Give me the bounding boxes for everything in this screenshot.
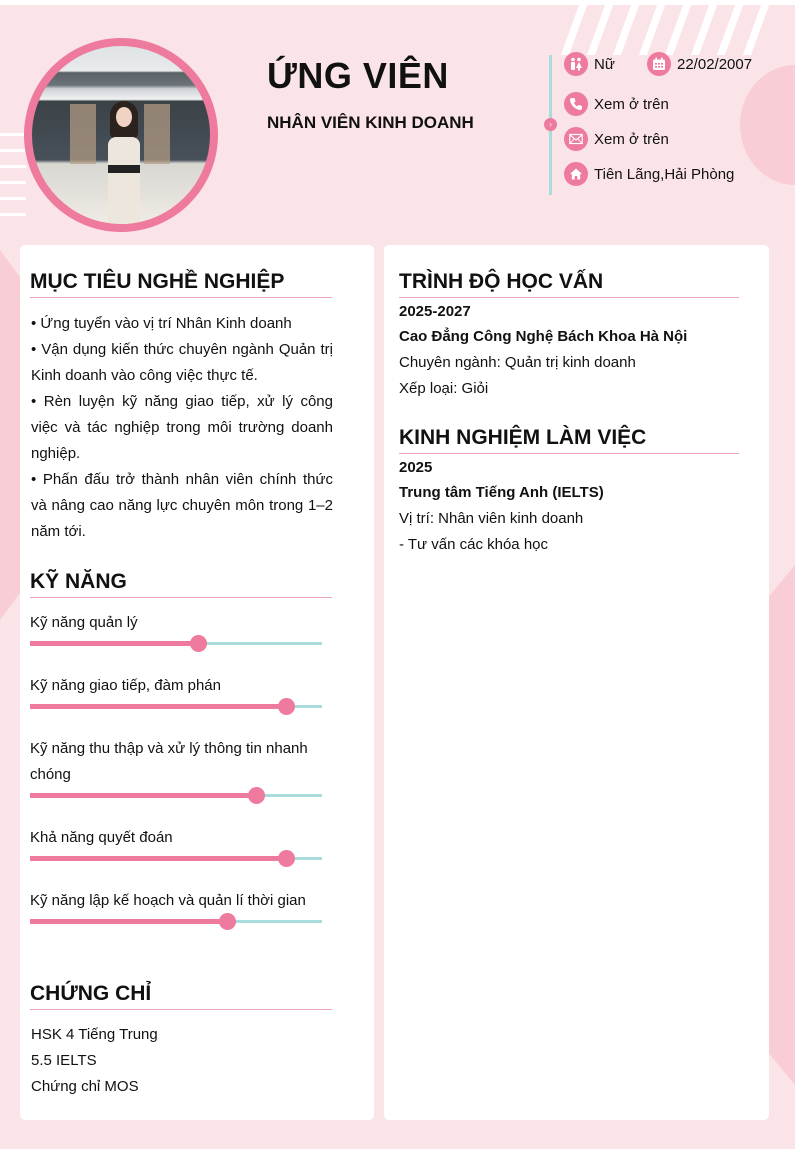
skill-item (30, 610, 322, 645)
skill-bar-thumb (190, 635, 207, 652)
skill-item (30, 888, 322, 923)
objective-item: • Rèn luyện kỹ năng giao tiếp, xử lý công việc và tác nghiệp trong môi trường doanh nghiệp. (31, 393, 333, 462)
skill-bar (30, 705, 322, 708)
left-column-card (20, 245, 374, 1120)
candidate-role: NHÂN VIÊN KINH DOANH (267, 113, 474, 132)
section-title-skills: KỸ NĂNG (30, 570, 332, 598)
certificate-item: HSK 4 Tiếng Trung (31, 1026, 158, 1043)
contact-address: Tiên Lãng,Hải Phòng (564, 162, 734, 186)
skill-label: Kỹ năng quản lý (30, 614, 138, 631)
experience-period: 2025 (399, 459, 433, 476)
skill-item (30, 825, 322, 860)
skill-bar-thumb (278, 850, 295, 867)
certificate-item: Chứng chỉ MOS (31, 1078, 139, 1095)
contact-gender: Nữ (564, 52, 615, 76)
right-column-card (384, 245, 769, 1120)
education-major: Chuyên ngành: Quản trị kinh doanh (399, 354, 636, 371)
section-title-experience: KINH NGHIỆM LÀM VIỆC (399, 426, 739, 454)
home-icon (564, 162, 588, 186)
skill-bar-thumb (248, 787, 265, 804)
section-title-objective: MỤC TIÊU NGHỀ NGHIỆP (30, 270, 332, 298)
experience-entry (399, 456, 604, 558)
section-title-certificates: CHỨNG CHỈ (30, 982, 332, 1010)
objective-item: • Ứng tuyển vào vị trí Nhân Kinh doanh (31, 315, 292, 332)
candidate-name: ỨNG VIÊN (267, 55, 449, 96)
objective-text (31, 311, 333, 545)
skill-bar (30, 642, 322, 645)
skill-label: Kỹ năng lập kế hoạch và quản lí thời gian (30, 892, 306, 909)
certificate-item: 5.5 IELTS (31, 1052, 97, 1069)
objective-item: • Vận dụng kiến thức chuyên ngành Quản trị Kinh doanh vào công việc thực tế. (31, 341, 333, 384)
skill-bar (30, 857, 322, 860)
gender-icon (564, 52, 588, 76)
education-period: 2025-2027 (399, 303, 471, 320)
decorative-band-left (0, 250, 22, 620)
skill-label: Kỹ năng thu thập và xử lý thông tin nhanh chóng (30, 740, 308, 783)
section-title-education: TRÌNH ĐỘ HỌC VẤN (399, 270, 739, 298)
certificate-list (31, 1022, 158, 1100)
skill-label: Khả năng quyết đoán (30, 829, 173, 846)
avatar-photo (32, 46, 210, 224)
skill-bar-thumb (278, 698, 295, 715)
contact-phone: Xem ở trên (564, 92, 669, 116)
education-entry (399, 300, 687, 402)
education-grade: Xếp loại: Giỏi (399, 380, 489, 397)
experience-position: Vị trí: Nhân viên kinh doanh (399, 510, 584, 527)
decorative-band-right (769, 565, 795, 1085)
experience-company: Trung tâm Tiếng Anh (IELTS) (399, 484, 604, 501)
objective-item: • Phấn đấu trở thành nhân viên chính thức và nâng cao năng lực chuyên môn trong 1–2 năm tới. (31, 471, 333, 540)
decorative-circle (740, 65, 795, 185)
skill-item (30, 736, 322, 797)
skill-item (30, 673, 322, 708)
skill-bar (30, 794, 322, 797)
skill-bar (30, 920, 322, 923)
contact-email: Xem ở trên (564, 127, 669, 151)
contact-birthday: 22/02/2007 (647, 52, 752, 76)
education-school: Cao Đẳng Công Nghệ Bách Khoa Hà Nội (399, 328, 688, 345)
phone-icon (564, 92, 588, 116)
skill-label: Kỹ năng giao tiếp, đàm phán (30, 677, 221, 694)
avatar (24, 38, 218, 232)
decorative-lines (0, 133, 26, 229)
chevron-right-icon: › (544, 118, 557, 131)
skill-bar-thumb (219, 913, 236, 930)
mail-icon (564, 127, 588, 151)
calendar-icon (647, 52, 671, 76)
experience-duty: - Tư vấn các khóa học (399, 536, 549, 553)
decorative-stripes (560, 5, 775, 55)
cv-page (0, 5, 795, 1149)
